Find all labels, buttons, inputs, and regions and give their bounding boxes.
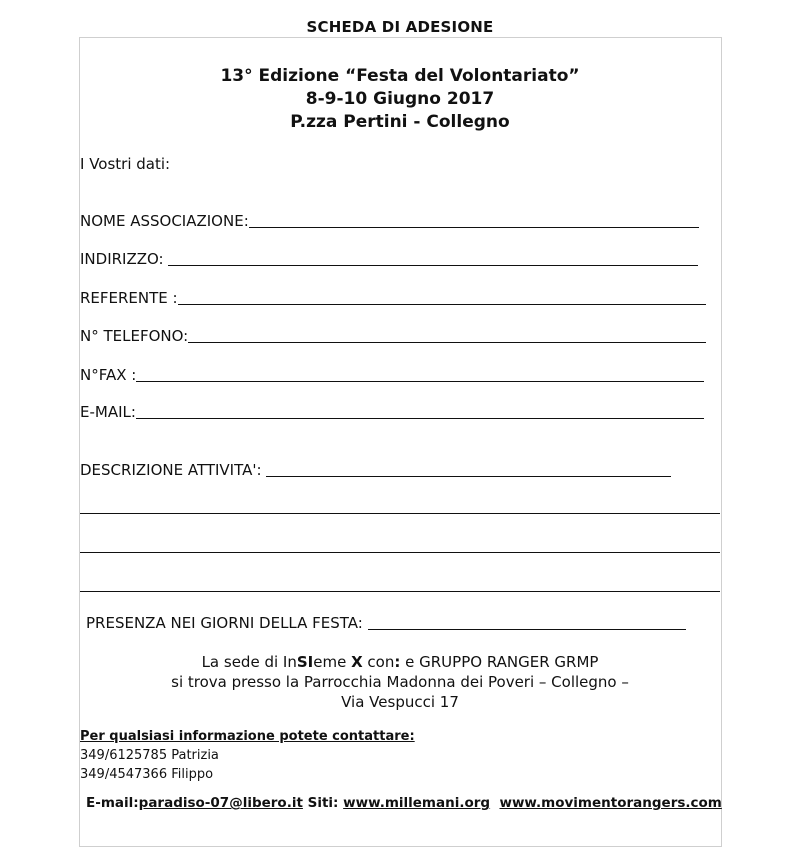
event-edition: 13° Edizione “Festa del Volontariato”	[220, 66, 580, 86]
sede-line-1: La sede di InSIeme X con: e GRUPPO RANGER GRMP	[201, 653, 599, 671]
site-link-millemani[interactable]: www.millemani.org	[343, 795, 491, 811]
field-email[interactable]	[80, 403, 704, 421]
descrizione-line-1[interactable]	[80, 513, 720, 514]
contact-block	[80, 727, 415, 784]
descrizione-line-3[interactable]	[80, 591, 720, 592]
field-telefono-label: N° TELEFONO:	[80, 327, 189, 345]
siti-label: Siti:	[302, 795, 344, 811]
field-fax-label: N°FAX :	[80, 366, 137, 384]
field-descrizione-line[interactable]	[266, 476, 671, 477]
email-label: E-mail:	[86, 795, 139, 811]
sede-line-3: Via Vespucci 17	[341, 693, 459, 711]
event-dates: 8-9-10 Giugno 2017	[305, 89, 495, 109]
field-referente-label: REFERENTE :	[80, 289, 178, 307]
field-descrizione[interactable]	[80, 461, 671, 479]
field-telefono-line[interactable]	[188, 342, 706, 343]
field-fax-line[interactable]	[136, 381, 704, 382]
field-email-line[interactable]	[136, 418, 704, 419]
field-presenza-line[interactable]	[368, 629, 686, 630]
field-telefono[interactable]	[80, 327, 706, 345]
field-associazione-line[interactable]	[249, 227, 699, 228]
contact-item: 349/4547366 Filippo	[80, 767, 214, 782]
document-title: SCHEDA DI ADESIONE	[306, 18, 494, 36]
field-associazione[interactable]	[80, 212, 699, 230]
field-presenza-label: PRESENZA NEI GIORNI DELLA FESTA:	[86, 614, 368, 632]
field-email-label: E-MAIL:	[80, 403, 136, 421]
intro-label: I Vostri dati:	[80, 155, 171, 173]
field-indirizzo-label: INDIRIZZO:	[80, 250, 169, 268]
site-link-movimentorangers[interactable]: www.movimentorangers.com	[499, 795, 722, 811]
form-frame	[79, 37, 722, 847]
email-link[interactable]: paradiso-07@libero.it	[138, 795, 303, 811]
contact-heading: Per qualsiasi informazione potete contattare:	[80, 729, 415, 744]
field-descrizione-label: DESCRIZIONE ATTIVITA':	[80, 461, 267, 479]
sede-line-2: si trova presso la Parrocchia Madonna dei Poveri – Collegno –	[171, 673, 629, 691]
field-associazione-label: NOME ASSOCIAZIONE:	[80, 212, 249, 230]
field-referente[interactable]	[80, 289, 706, 307]
descrizione-line-2[interactable]	[80, 552, 720, 553]
contact-item: 349/6125785 Patrizia	[80, 748, 219, 763]
field-presenza[interactable]	[86, 614, 686, 632]
sede-info	[0, 652, 800, 712]
field-fax[interactable]	[80, 366, 704, 384]
field-referente-line[interactable]	[178, 304, 706, 305]
event-header	[0, 65, 800, 134]
field-indirizzo[interactable]	[80, 250, 698, 268]
field-indirizzo-line[interactable]	[168, 265, 698, 266]
event-location: P.zza Pertini - Collegno	[290, 112, 510, 132]
footer-links	[86, 795, 722, 811]
